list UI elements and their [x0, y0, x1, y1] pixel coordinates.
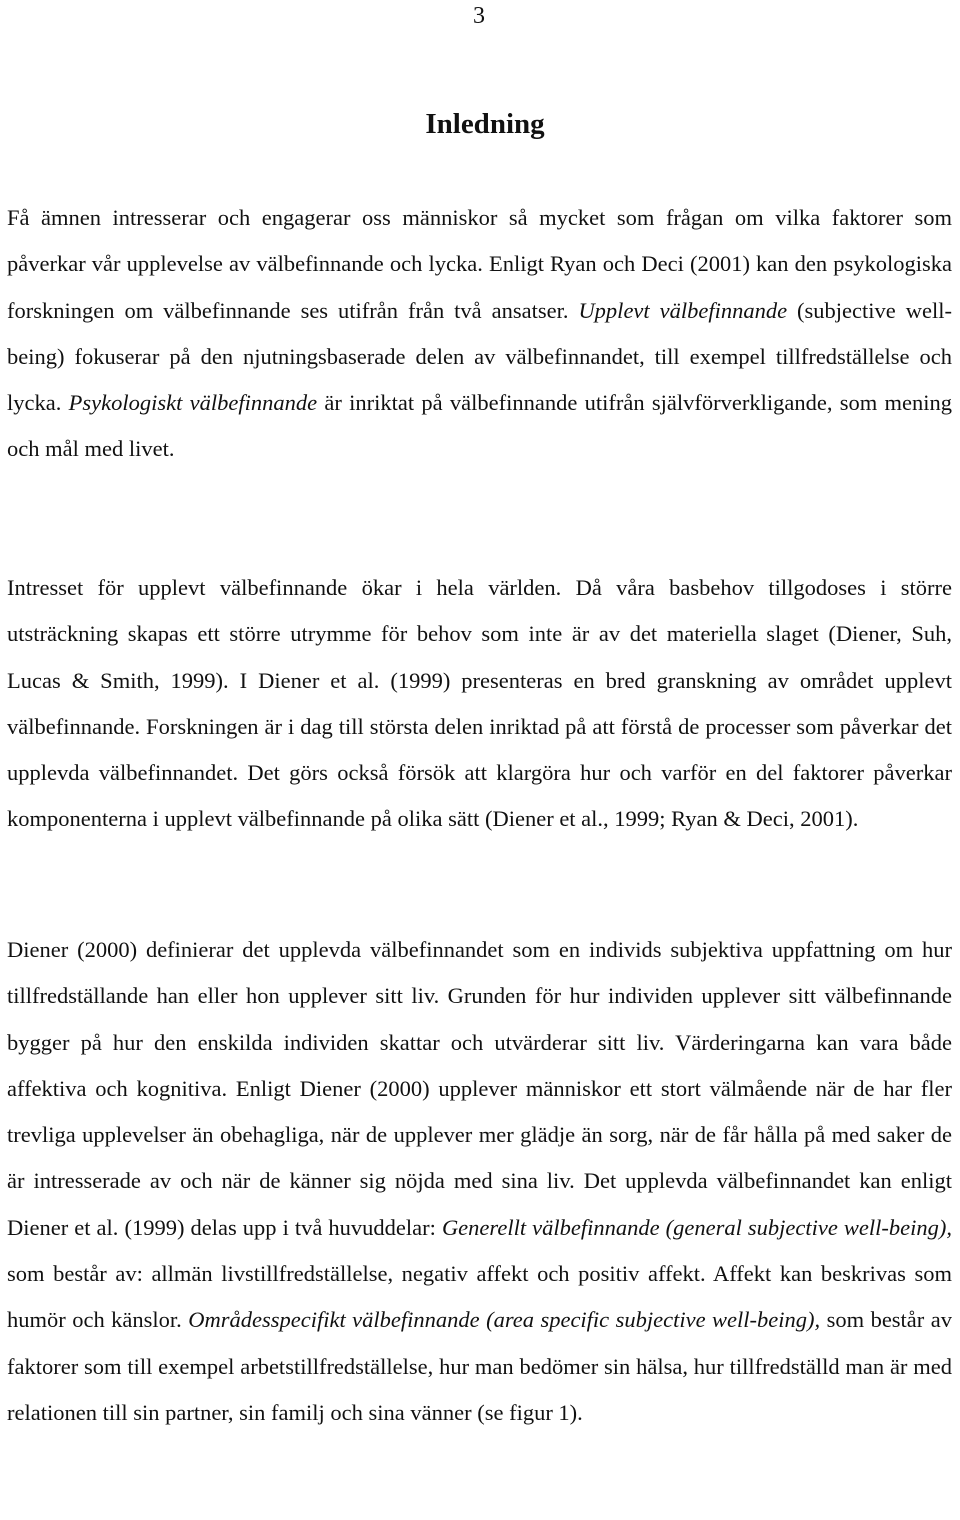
paragraph-3: [7, 927, 952, 1436]
paragraph-1-term-psykologiskt: Psykologiskt välbefinnande: [68, 390, 318, 416]
paragraph-3-text: som består av: allmän livstillfredställelse, negativ affekt och positiv affekt. Affekt kan beskrivas som humör och känslor.: [7, 1261, 952, 1333]
paragraph-1-term-upplevt: Upplevt välbefinnande: [578, 297, 788, 323]
paragraph-3-text: som består av faktorer som till exempel arbetstillfredställelse, hur man bedömer sin hälsa, hur tillfredställd man är med relationen till sin partner, sin familj och sina vänner (se figur 1).: [7, 1307, 952, 1425]
paragraph-1: [7, 195, 952, 473]
paragraph-1-text: är inriktat på välbefinnande utifrån självförverkligande, som mening och mål med livet.: [7, 390, 952, 462]
paragraph-1-text: (subjective well-being) fokuserar på den njutningsbaserade delen av välbefinnandet, till exempel tillfredställelse och lycka.: [7, 297, 952, 416]
page-number: 3: [473, 3, 485, 29]
paragraph-3-term-generellt: Generellt välbefinnande (general subjective well-being),: [441, 1214, 953, 1240]
paragraph-2: [7, 565, 952, 843]
paragraph-3-text: Diener (2000) definierar det upplevda välbefinnandet som en individs subjektiva uppfattning om hur tillfredställande han eller hon upplever sitt liv. Grunden för hur individen upplever sitt välbefinnande bygger på hur den enskilda individen skattar och utvärderar sitt liv. Värderingarna kan vara både affektiva och kognitiva. Enligt Diener (2000) upplever människor ett stort välmående när de har fler trevliga upplevelser än obehagliga, när de upplever mer glädje än sorg, när de får hålla på med saker de är intresserade av och när de känner sig nöjda med sina liv. Det upplevda välbefinnandet kan enligt Diener et al. (1999) delas upp i två huvuddelar:: [7, 937, 952, 1240]
paragraph-1-text: Få ämnen intresserar och engagerar oss människor så mycket som frågan om vilka faktorer som påverkar vår upplevelse av välbefinnande och lycka. Enligt Ryan och Deci (2001) kan den psykologiska forskningen om välbefinnande ses utifrån från två ansatser.: [7, 205, 952, 323]
paragraph-2-text: Intresset för upplevt välbefinnande ökar i hela världen. Då våra basbehov tillgodoses i större utsträckning skapas ett större utrymme för behov som inte är av det materiella slaget (Diener, Suh, Lucas & Smith, 1999). I Diener et al. (1999) presenteras en bred granskning av området upplevt välbefinnande. Forskningen är i dag till största delen inriktad på att förstå de processer som påverkar det upplevda välbefinnandet. Det görs också försök att klargöra hur och varför en del faktorer påverkar komponenterna i upplevt välbefinnande på olika sätt (Diener et al., 1999; Ryan & Deci, 2001).: [7, 575, 952, 832]
paragraph-3-term-omradesspecifikt: Områdesspecifikt välbefinnande (area specific subjective well-being),: [188, 1307, 821, 1333]
section-heading: Inledning: [425, 108, 545, 140]
